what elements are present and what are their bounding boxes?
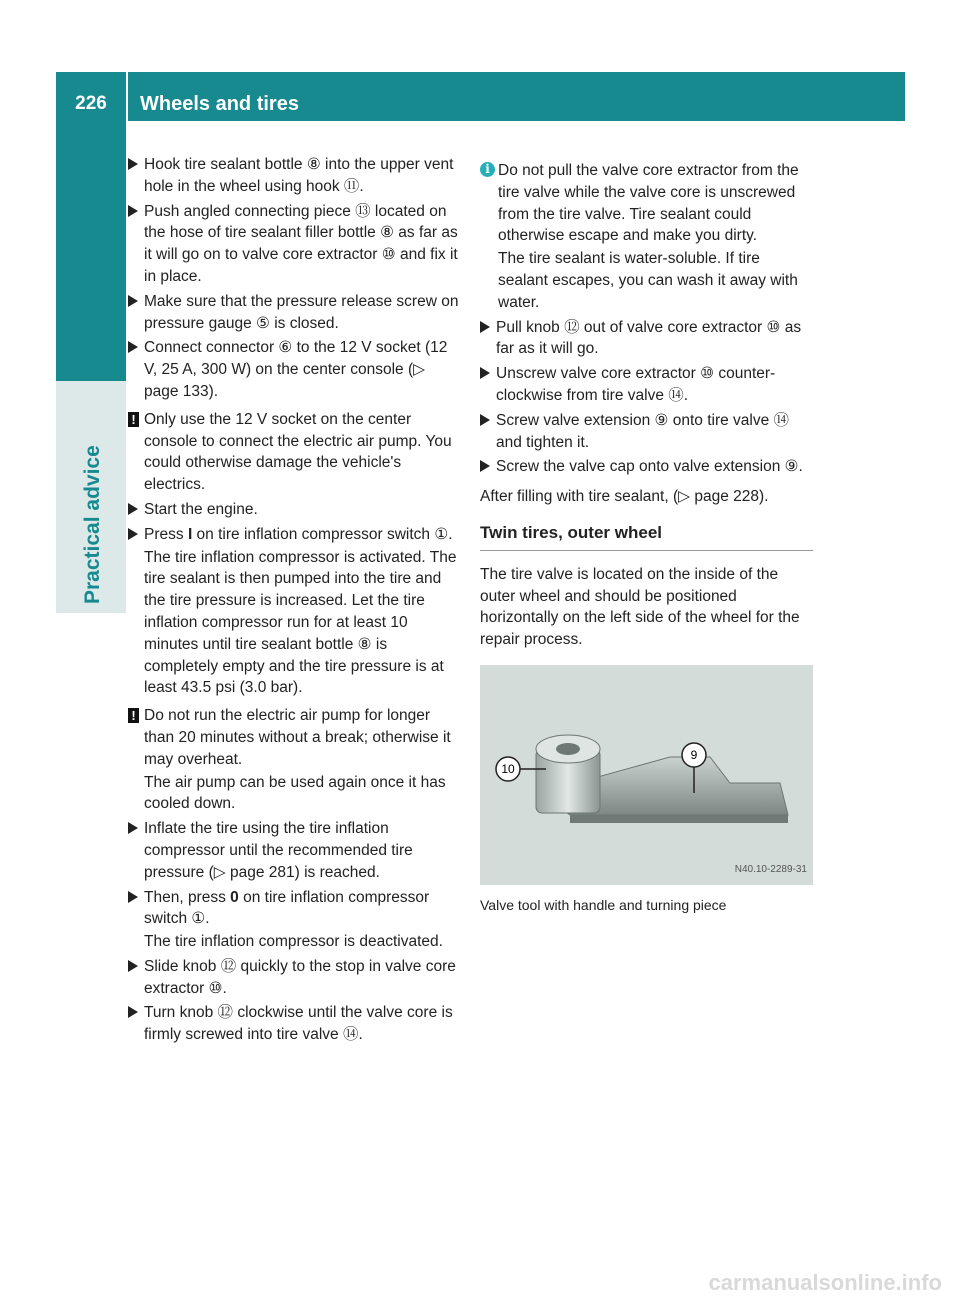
step-text-bold: 0: [230, 888, 239, 906]
step-arrow-icon: [128, 528, 138, 540]
page-title: Wheels and tires: [128, 72, 905, 121]
figure-caption: Valve tool with handle and turning piece: [480, 896, 727, 913]
step-text: Do not pull the valve core extractor from the tire valve while the valve core is unscrewed from the tire valve. Tire sealant could otherwise escape and make you dirty.: [498, 162, 799, 245]
sidebar-label: Practical advice: [81, 445, 104, 604]
step-arrow-icon: [480, 460, 490, 472]
section-heading: Twin tires, outer wheel: [480, 522, 813, 551]
step-text-pre: Then, press: [144, 888, 231, 906]
instruction-step: [128, 1002, 462, 1046]
step-subtext: The tire sealant is water-soluble. If tire sealant escapes, you can wash it away with water.: [498, 250, 798, 311]
step-subtext: The tire inflation compressor is deactivated.: [144, 933, 443, 951]
step-arrow-icon: [128, 1006, 138, 1018]
sidebar-block: [56, 121, 126, 381]
instruction-step: [128, 337, 462, 402]
right-column: [480, 154, 813, 917]
step-text: Inflate the tire using the tire inflation compressor until the recommended tire pressure (▷ page 281) is reached.: [144, 820, 413, 881]
step-text: Do not run the electric air pump for longer than 20 minutes without a break; otherwise it may overheat.: [144, 707, 451, 768]
info-note: [480, 160, 813, 314]
step-arrow-icon: [128, 503, 138, 515]
warning-icon: !: [128, 412, 139, 427]
after-filling-text: After filling with tire sealant, (▷ page 228).: [480, 488, 769, 506]
instruction-step: [128, 818, 462, 883]
step-text: Screw valve extension ⑨ onto tire valve ⑭ and tighten it.: [496, 411, 790, 451]
page-number: 226: [56, 72, 126, 121]
warning-note: [128, 409, 462, 496]
instruction-step: [128, 956, 462, 1000]
step-text-bold: I: [187, 525, 193, 543]
step-text: Screw the valve cap onto valve extension ⑨.: [496, 458, 803, 476]
instruction-step: [128, 201, 462, 288]
instruction-step: [480, 410, 813, 454]
step-arrow-icon: [128, 822, 138, 834]
callout-9: 9: [690, 747, 698, 762]
step-text: Unscrew valve core extractor ⑩ counter-clockwise from tire valve ⑭.: [496, 365, 776, 404]
step-arrow-icon: [128, 960, 138, 972]
step-text: Pull knob ⑫ out of valve core extractor ⑩ as far as it will go.: [496, 318, 802, 358]
section-body: The tire valve is located on the inside of the outer wheel and should be positioned horizontally on the left side of the wheel for the repair process.: [480, 565, 800, 649]
step-text: Only use the 12 V socket on the center console to connect the electric air pump. You could otherwise damage the vehicle's electrics.: [144, 410, 452, 494]
step-arrow-icon: [128, 295, 138, 307]
step-arrow-icon: [128, 341, 138, 353]
instruction-step: [128, 499, 462, 521]
step-text: Hook tire sealant bottle ⑧ into the upper vent hole in the wheel using hook ⑪.: [144, 156, 454, 195]
step-text: Connect connector ⑥ to the 12 V socket (12 V, 25 A, 300 W) on the center console (▷ page 133).: [144, 339, 448, 400]
figure-code: N40.10-2289-31: [734, 864, 807, 876]
step-text-post: on tire inflation compressor switch ①.: [144, 888, 430, 928]
step-text: Push angled connecting piece ⑬ located on the hose of tire sealant filler bottle ⑧ as far as it will go on to valve core extractor ⑩ and fix it in place.: [144, 202, 458, 285]
step-arrow-icon: [128, 891, 138, 903]
step-text: Turn knob ⑫ clockwise until the valve core is firmly screwed into tire valve ⑭.: [144, 1004, 453, 1044]
step-text-post: on tire inflation compressor switch ①.: [192, 525, 453, 543]
warning-note: [128, 705, 462, 815]
callout-10: 10: [501, 761, 515, 776]
step-subtext: The tire inflation compressor is activated. The tire sealant is then pumped into the tire and the tire pressure is increased. Let the tire inflation compressor run for at least 10 minutes until tire sealant bottle ⑧ is completely empty and the tire pressure is at least 43.5 psi (3.0 bar).: [144, 548, 457, 697]
step-arrow-icon: [480, 367, 490, 379]
instruction-step: [480, 317, 813, 361]
step-arrow-icon: [480, 414, 490, 426]
info-icon: i: [480, 162, 495, 177]
instruction-step: [480, 363, 813, 407]
step-text: Make sure that the pressure release screw on pressure gauge ⑤ is closed.: [144, 292, 459, 332]
step-text: Slide knob ⑫ quickly to the stop in valve core extractor ⑩.: [144, 957, 456, 997]
left-column: [128, 154, 462, 1049]
step-subtext: The air pump can be used again once it has cooled down.: [144, 773, 446, 813]
step-arrow-icon: [480, 321, 490, 333]
watermark: carmanualsonline.info: [708, 1270, 942, 1296]
valve-tool-illustration: [480, 665, 813, 885]
valve-tool-figure: [480, 665, 813, 885]
step-arrow-icon: [128, 205, 138, 217]
instruction-step: [128, 154, 462, 198]
instruction-step: [128, 887, 462, 953]
instruction-step: [128, 291, 462, 335]
step-arrow-icon: [128, 158, 138, 170]
step-text: Start the engine.: [144, 500, 258, 518]
instruction-step: [480, 456, 813, 478]
page-header: [56, 72, 905, 121]
step-text-pre: Press: [144, 525, 188, 543]
warning-icon: !: [128, 708, 139, 723]
instruction-step: [128, 524, 462, 699]
